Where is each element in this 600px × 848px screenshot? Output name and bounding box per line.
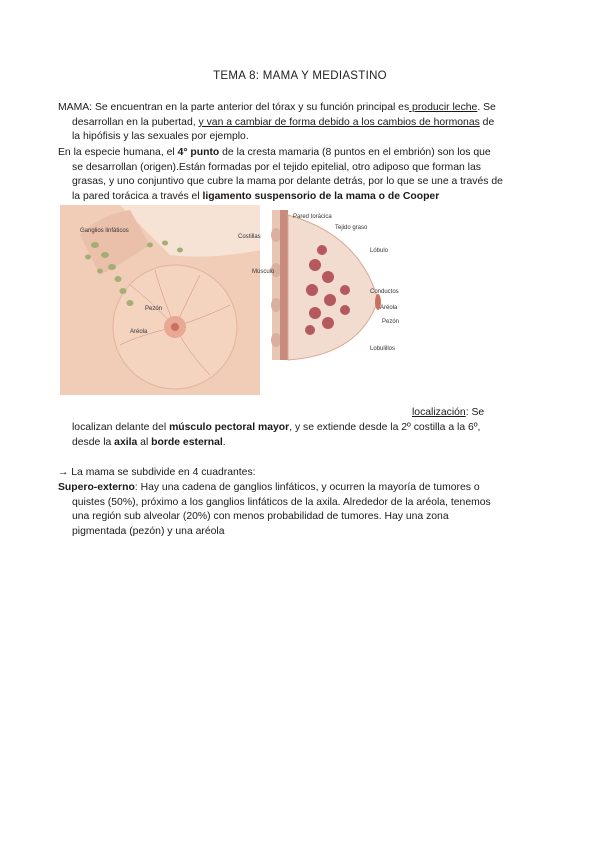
- label-conductos: Conductos: [370, 289, 399, 295]
- page-title: TEMA 8: MAMA Y MEDIASTINO: [213, 70, 387, 82]
- bold-text: ligamento suspensorio de la mama o de Cooper: [202, 190, 440, 202]
- text: , y se extiende desde la 2º costilla a la 6º,: [289, 422, 481, 433]
- text: pigmentada (pezón) y una aréola: [72, 525, 225, 537]
- nipple-shape: [171, 323, 179, 331]
- text: quistes (50%), próximo a los ganglios linfáticos de la axila. Alrededor de la aréola, tenemos: [72, 496, 491, 508]
- paragraph-cuadrantes: → La mama se subdivide en 4 cuadrantes:: [58, 467, 256, 478]
- label-lobulo: Lóbulo: [370, 248, 389, 254]
- text: : Se: [465, 407, 485, 418]
- paragraph-especie: [58, 146, 548, 204]
- text: de: [479, 116, 495, 128]
- breast-anatomy-figure: [60, 205, 440, 405]
- text: : Hay una cadena de ganglios linfáticos, y ocurren la mayoría de tumores o: [134, 482, 480, 493]
- text: una región sub alveolar (20%) con menos probabilidad de tumores. Hay una zona: [72, 511, 449, 523]
- paragraph-localizacion: [72, 421, 542, 450]
- text: localizan delante del: [72, 422, 170, 433]
- localizacion-heading: [412, 407, 484, 418]
- bold-text: músculo pectoral mayor: [169, 422, 290, 433]
- label-pezon-right: Pezón: [382, 319, 400, 325]
- label-musculo: Músculo: [252, 269, 275, 275]
- text: .: [222, 436, 226, 448]
- text: desde la: [72, 436, 115, 448]
- underlined-text: localización: [412, 407, 466, 418]
- label-pezon-left: Pezón: [145, 306, 163, 312]
- text: En la especie humana, el: [58, 147, 178, 158]
- underlined-text: y van a cambiar de forma debido a los cambios de hormonas: [198, 116, 480, 128]
- label-tejido: Tejido graso: [335, 225, 368, 231]
- text: se desarrollan (origen).Están formadas por el tejido epitelial, otro adiposo que forman las: [72, 161, 481, 173]
- bold-text: axila: [114, 436, 138, 448]
- text: de la cresta mamaria (8 puntos en el embrión) son los que: [219, 147, 491, 158]
- label-areola-left: Aréola: [130, 329, 148, 335]
- text: desarrollan en la pubertad,: [72, 116, 199, 128]
- paragraph-supero-externo: [58, 481, 548, 539]
- text: MAMA: Se encuentran en la parte anterior del tórax y su función principal es: [58, 102, 410, 113]
- label-lobulillos: Lobulillos: [370, 346, 396, 352]
- label-areola-right: Aréola: [380, 305, 398, 311]
- text: grasas, y uno conjuntivo que cubre la mama por delante detrás, por lo que se une a través de: [72, 176, 503, 188]
- label-costillas: Costillas: [238, 234, 261, 240]
- bold-text: Supero-externo: [58, 482, 135, 493]
- bold-text: borde esternal: [151, 436, 223, 448]
- text: la pared torácica a través el: [72, 190, 203, 202]
- text: al: [137, 436, 152, 448]
- underlined-text: producir leche: [409, 102, 478, 113]
- pectoral-muscle: [280, 210, 288, 360]
- bold-text: 4° punto: [177, 147, 220, 158]
- label-pared: Pared torácica: [293, 214, 332, 220]
- paragraph-mama: [58, 101, 548, 145]
- label-ganglios: Ganglios linfáticos: [80, 228, 129, 234]
- text: la hipófisis y las sexuales por ejemplo.: [72, 131, 249, 143]
- text: . Se: [477, 102, 496, 113]
